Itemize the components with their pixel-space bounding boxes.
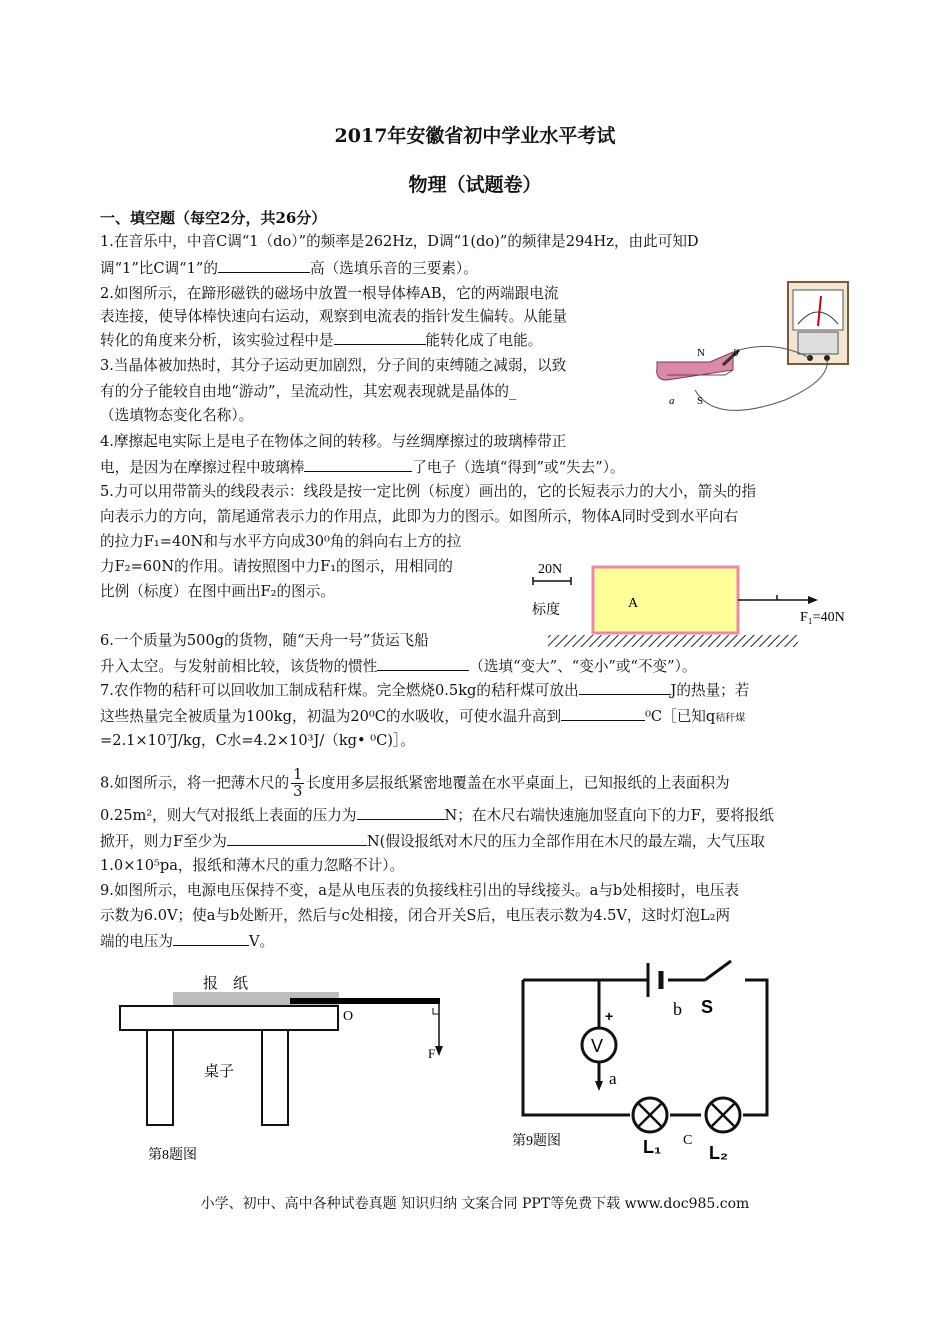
scale-value: 20N	[538, 562, 563, 577]
table-label: 桌子	[204, 1064, 235, 1080]
voltmeter-plus: +	[605, 1008, 614, 1024]
answer-blank[interactable]	[357, 805, 445, 820]
answer-blank[interactable]	[377, 656, 469, 671]
q7-line3: =2.1×10⁷J/kg，C水=4.2×10³J/（kg• ⁰C)］。	[100, 732, 415, 749]
force-f1-label: F₁=40N	[800, 610, 845, 625]
lamp-l1-label: L₁	[643, 1137, 662, 1157]
table-leg-left	[147, 1030, 173, 1125]
q3-line1: 3.当晶体被加热时，其分子运动更加剧烈，分子间的束缚随之减弱，以致	[100, 357, 567, 374]
q5-line2: 向表示力的方向，箭尾通常表示力的作用点，此即为力的图示。如图所示，物体A同时受到水平向右	[100, 508, 739, 525]
q3-line3: （选填物态变化名称）。	[100, 407, 254, 424]
q6-line1: 6.一个质量为500g的货物，随“天舟一号”货运飞船	[100, 632, 429, 649]
section-heading: 一、填空题（每空2分，共26分）	[100, 209, 327, 227]
magnet-ammeter-figure	[655, 280, 855, 425]
q5-line3: 的拉力F₁=40N和与水平方向成30⁰角的斜向右上方的拉	[100, 533, 462, 550]
q1-line2: 调“1”比C调“1”的 高（选填乐音的三要素）。	[100, 260, 478, 277]
terminal-c: C	[683, 1133, 693, 1148]
ruler	[290, 998, 440, 1004]
q2-line1: 2.如图所示，在蹄形磁铁的磁场中放置一根导体棒AB，它的两端跟电流	[100, 285, 559, 302]
block-a	[593, 567, 738, 633]
answer-blank[interactable]	[304, 457, 412, 472]
page-title: 2017年安徽省初中学业水平考试	[334, 125, 616, 147]
voltmeter-label: V	[591, 1036, 604, 1056]
q4-line1: 4.摩擦起电实际上是电子在物体之间的转移。与丝绸摩擦过的玻璃棒带正	[100, 433, 567, 450]
pivot-label: O	[343, 1009, 354, 1024]
terminal-a: a	[609, 1069, 617, 1088]
paper-label: 报 纸	[203, 976, 249, 992]
fig2-label-n: N	[697, 347, 705, 359]
answer-blank[interactable]	[227, 831, 367, 846]
q7-line2: 这些热量完全被质量为100kg，初温为20⁰C的水吸收，可使水温升高到 ⁰C［已知q秸秆煤	[100, 708, 746, 725]
q2-line3: 转化的角度来分析，该实验过程中是 能转化成了电能。	[100, 332, 543, 349]
q3-line2: 有的分子能较自由地“游动”，呈流动性，其宏观表现就是晶体的_	[100, 383, 517, 400]
answer-blank[interactable]	[218, 258, 310, 273]
page-subtitle: 物理（试题卷）	[408, 174, 542, 196]
fraction: $\frac{1}{3}$	[293, 766, 303, 800]
circuit-figure	[505, 955, 790, 1170]
answer-blank[interactable]	[579, 680, 671, 695]
q8-line4: 1.0×10⁵pa，报纸和薄木尺的重力忽略不计）。	[100, 857, 405, 874]
q5-line5: 比例（标度）在图中画出F₂的图示。	[100, 583, 335, 600]
force-f-label: F	[428, 1046, 436, 1061]
table-top	[120, 1006, 338, 1030]
q7-line1: 7.农作物的秸秆可以回收加工制成秸秆煤。完全燃烧0.5kg的秸秆煤可放出 J的热量；若	[100, 682, 750, 699]
scale-label: 标度	[532, 603, 560, 618]
q6-line2: 升入太空。与发射前相比较，该货物的惯性 （选填“变大”、“变小”或“不变”）。	[100, 658, 697, 675]
q9-line3: 端的电压为 V。	[100, 933, 275, 950]
q9-line2: 示数为6.0V；使a与b处断开，然后与c处相接，闭合开关S后，电压表示数为4.5V，这时灯泡L₂两	[100, 907, 731, 924]
ground-hatch	[548, 635, 798, 647]
fig2-label-s: S	[697, 395, 704, 407]
q8-line2: 0.25m²，则大气对报纸上表面的压力为 N；在木尺右端快速施加竖直向下的力F，要将报纸	[100, 807, 774, 824]
block-label: A	[628, 596, 639, 611]
table-ruler-figure	[110, 968, 460, 1173]
lamp-l2-label: L₂	[709, 1143, 728, 1163]
switch-label: S	[701, 997, 714, 1017]
force-diagram	[528, 555, 858, 650]
answer-blank[interactable]	[561, 706, 645, 721]
q8-line1: 8.如图所示，将一把薄木尺的 $\frac{1}{3}$ 长度用多层报纸紧密地覆盖在水平桌面上，已知报纸的上表面积为	[100, 766, 730, 800]
fig9-caption: 第9题图	[512, 1134, 561, 1149]
q8-line3: 掀开，则力F至少为 N(假设报纸对木尺的压力全部作用在木尺的最左端，大气压取	[100, 833, 765, 850]
answer-blank[interactable]	[173, 931, 249, 946]
q2-line2: 表连接，使导体棒快速向右运动，观察到电流表的指针发生偏转。从能量	[100, 308, 568, 325]
fig2-label-b: b	[733, 347, 739, 359]
q9-line1: 9.如图所示，电源电压保持不变，a是从电压表的负接线柱引出的导线接头。a与b处相接时，电压表	[100, 882, 740, 899]
q4-line2: 电，是因为在摩擦过程中玻璃棒 了电子（选填“得到”或“失去”）。	[100, 459, 625, 476]
fig2-label-a: a	[669, 395, 675, 407]
q5-line4: 力F₂=60N的作用。请按照图中力F₁的图示，用相同的	[100, 558, 453, 575]
table-leg-right	[262, 1030, 288, 1125]
footer: 小学、初中、高中各种试卷真题 知识归纳 文案合同 PPT等免费下载 www.doc985.com	[200, 1196, 750, 1212]
answer-blank[interactable]	[334, 330, 426, 345]
fig8-caption: 第8题图	[148, 1148, 197, 1163]
q5-line1: 5.力可以用带箭头的线段表示：线段是按一定比例（标度）画出的，它的长短表示力的大小，箭头的指	[100, 483, 757, 500]
terminal-b: b	[673, 999, 682, 1019]
q1-line1: 1.在音乐中，中音C调“1（do）”的频率是262Hz，D调“1(do)”的频律是294Hz，由此可知D	[100, 233, 699, 250]
